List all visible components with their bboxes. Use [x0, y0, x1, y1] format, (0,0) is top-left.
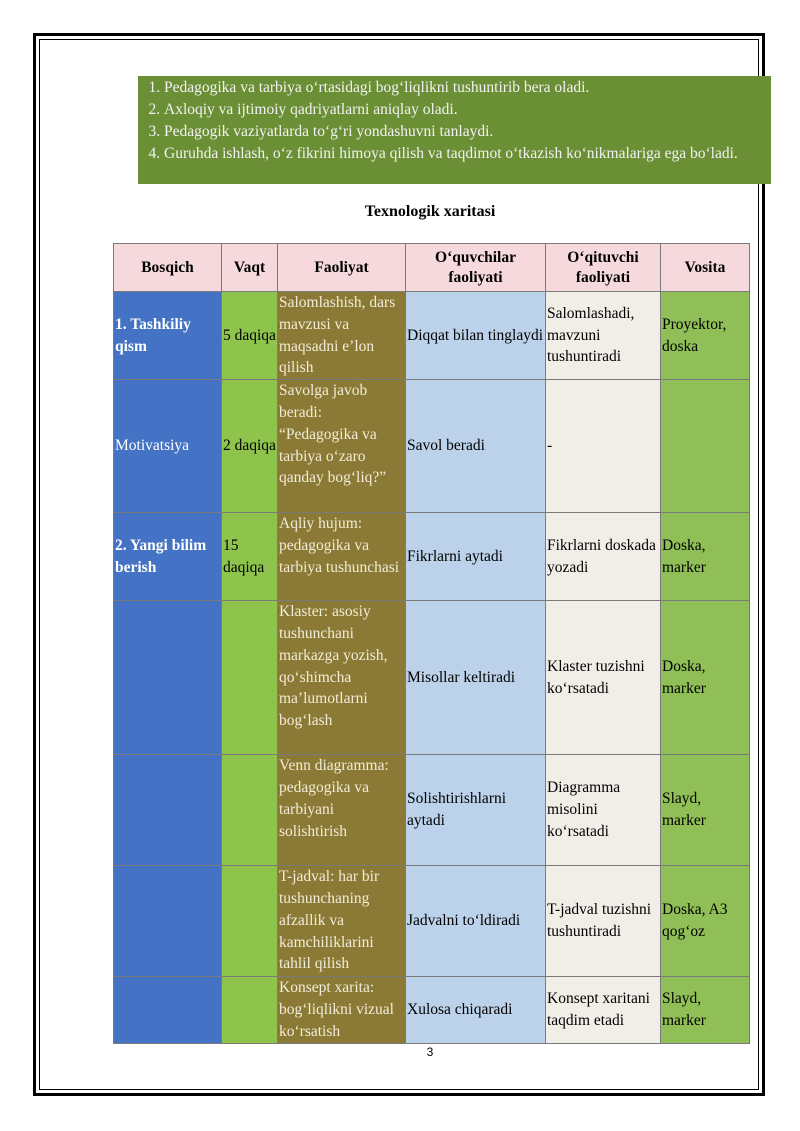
section-title: Texnologik xaritasi: [364, 203, 496, 220]
cell-students: Jadvalni to‘ldiradi: [406, 866, 546, 977]
cell-students: Misollar keltiradi: [406, 601, 546, 755]
cell-tool: Proyektor, doska: [661, 292, 750, 380]
cell-time: [222, 866, 278, 977]
cell-students: Savol beradi: [406, 380, 546, 513]
table-row: [114, 866, 750, 977]
cell-stage: [114, 755, 222, 866]
table-row: [114, 380, 750, 513]
header-stage: Bosqich: [114, 244, 222, 292]
table-row: [114, 513, 750, 601]
goal-item: 4. Guruhda ishlash, o‘z fikrini himoya qilish va taqdimot o‘tkazish ko‘nikmalariga ega bo‘ladi.: [164, 143, 771, 165]
header-tool: Vosita: [661, 244, 750, 292]
cell-activity: Konsept xarita: bog‘liqlikni vizual ko‘rsatish: [278, 977, 406, 1044]
cell-tool: Doska, marker: [661, 513, 750, 601]
header-teacher: O‘qituvchi faoliyati: [546, 244, 661, 292]
cell-tool: [661, 380, 750, 513]
learning-goals-box: [138, 76, 771, 184]
table-header-row: [114, 244, 750, 292]
cell-teacher: -: [546, 380, 661, 513]
technology-map-table: [113, 243, 750, 1044]
cell-tool: Doska, A3 qog‘oz: [661, 866, 750, 977]
cell-stage: [114, 866, 222, 977]
cell-students: Xulosa chiqaradi: [406, 977, 546, 1044]
goal-item: 3. Pedagogik vaziyatlarda to‘g‘ri yondashuvni tanlaydi.: [164, 121, 771, 143]
cell-students: Solishtirishlarni aytadi: [406, 755, 546, 866]
cell-students: Diqqat bilan tinglaydi: [406, 292, 546, 380]
cell-activity: Salomlashish, dars mavzusi va maqsadni e’lon qilish: [278, 292, 406, 380]
cell-time: 2 daqiqa: [222, 380, 278, 513]
cell-time: [222, 977, 278, 1044]
cell-activity: Klaster: asosiy tushunchani markazga yozish, qo‘shimcha ma’lumotlarni bog‘lash: [278, 601, 406, 755]
cell-time: [222, 755, 278, 866]
cell-teacher: T-jadval tuzishni tushuntiradi: [546, 866, 661, 977]
header-students: O‘quvchilar faoliyati: [406, 244, 546, 292]
cell-time: 5 daqiqa: [222, 292, 278, 380]
cell-teacher: Klaster tuzishni ko‘rsatadi: [546, 601, 661, 755]
cell-stage: [114, 977, 222, 1044]
cell-students: Fikrlarni aytadi: [406, 513, 546, 601]
cell-teacher: Diagramma misolini ko‘rsatadi: [546, 755, 661, 866]
cell-teacher: Salomlashadi, mavzuni tushuntiradi: [546, 292, 661, 380]
cell-tool: Slayd, marker: [661, 977, 750, 1044]
cell-activity: T-jadval: har bir tushunchaning afzallik va kamchiliklarini tahlil qilish: [278, 866, 406, 977]
table-row: [114, 601, 750, 755]
goal-item: 2. Axloqiy va ijtimoiy qadriyatlarni aniqlay oladi.: [164, 99, 771, 121]
cell-activity: Venn diagramma: pedagogika va tarbiyani solishtirish: [278, 755, 406, 866]
cell-stage: [114, 601, 222, 755]
cell-stage: Motivatsiya: [114, 380, 222, 513]
goal-item: 1. Pedagogika va tarbiya o‘rtasidagi bog‘liqlikni tushuntirib bera oladi.: [164, 77, 771, 99]
cell-teacher: Konsept xaritani taqdim etadi: [546, 977, 661, 1044]
table-row: [114, 292, 750, 380]
cell-time: 15 daqiqa: [222, 513, 278, 601]
cell-activity: Aqliy hujum: pedagogika va tarbiya tushunchasi: [278, 513, 406, 601]
cell-teacher: Fikrlarni doskada yozadi: [546, 513, 661, 601]
header-activity: Faoliyat: [278, 244, 406, 292]
table-row: [114, 977, 750, 1044]
learning-goals-list: [138, 77, 771, 165]
cell-stage: 2. Yangi bilim berish: [114, 513, 222, 601]
page-number: 3: [426, 1045, 434, 1059]
cell-activity: Savolga javob beradi: “Pedagogika va tarbiya o‘zaro qanday bog‘liq?”: [278, 380, 406, 513]
header-time: Vaqt: [222, 244, 278, 292]
cell-time: [222, 601, 278, 755]
cell-tool: Doska, marker: [661, 601, 750, 755]
cell-tool: Slayd, marker: [661, 755, 750, 866]
cell-stage: 1. Tashkiliy qism: [114, 292, 222, 380]
table-row: [114, 755, 750, 866]
